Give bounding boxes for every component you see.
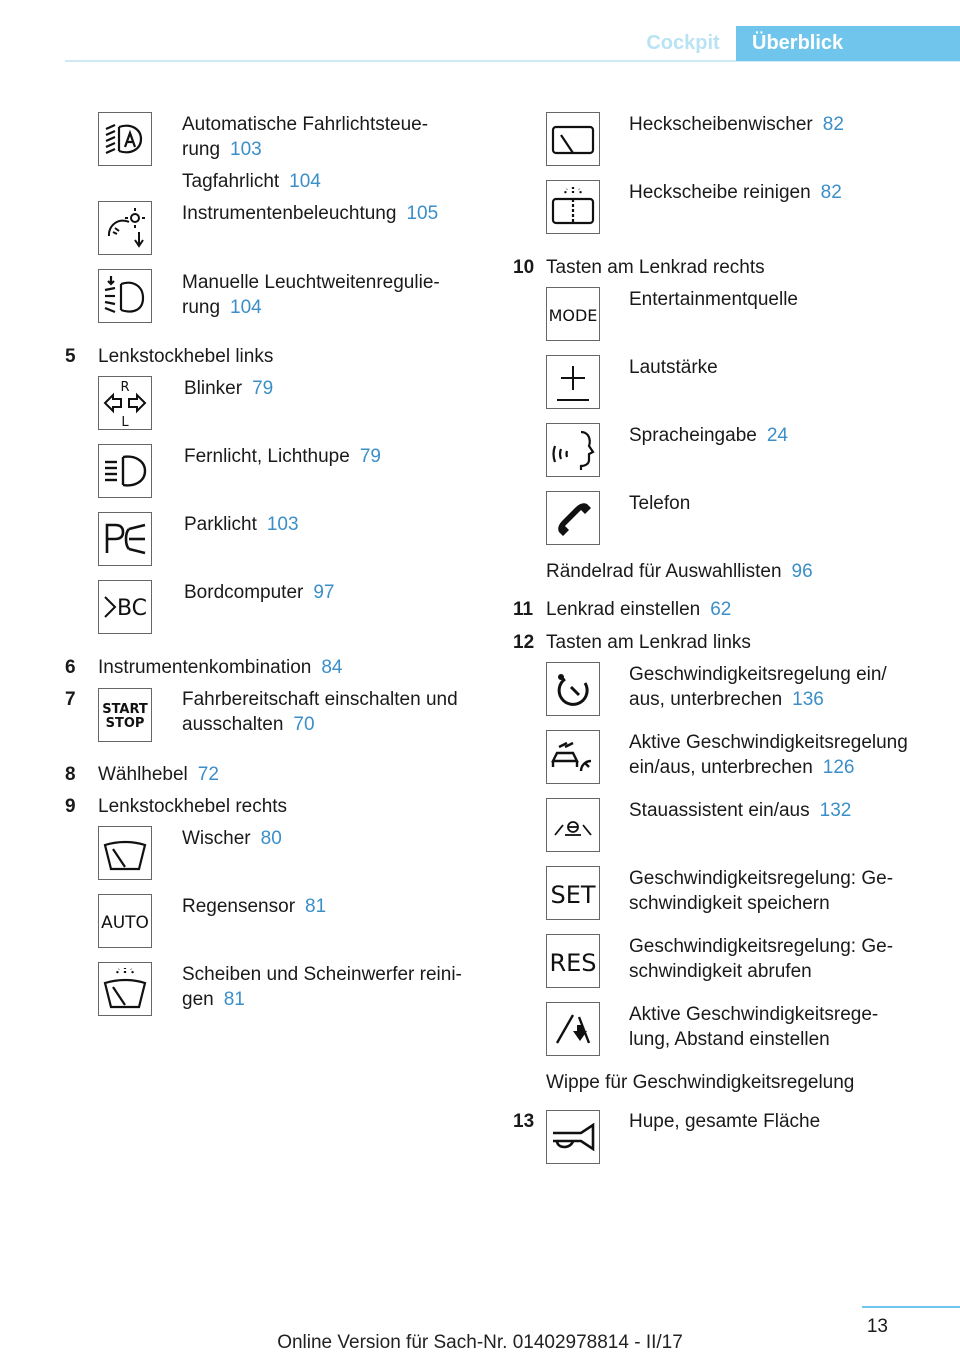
rear-washer-icon [546, 180, 600, 234]
entertainment-source-label: Entertainmentquelle [629, 289, 798, 310]
item-number: 7 [65, 689, 76, 710]
item-number: 13 [513, 1111, 535, 1132]
section-title: Wählhebel 72 [98, 764, 219, 785]
page-ref-link[interactable]: 62 [710, 599, 732, 620]
set-icon [546, 866, 600, 920]
item-number: 5 [65, 346, 76, 367]
start-stop-icon [98, 688, 152, 742]
section-title: Instrumentenkombination 84 [98, 657, 343, 678]
page-ref-link[interactable]: 24 [766, 425, 788, 446]
item-number: 8 [65, 764, 76, 785]
svg-text:START: START [102, 702, 148, 717]
page-ref-link[interactable]: 79 [252, 378, 274, 399]
active-cruise-icon [546, 730, 600, 784]
thumbwheel-label: Rändelrad für Auswahllisten 96 [546, 561, 813, 582]
traffic-jam-assistant-label: Stauassistent ein/aus 132 [629, 800, 852, 821]
wiper-icon [98, 826, 152, 880]
distance-icon [546, 1002, 600, 1056]
rain-sensor-icon [98, 894, 152, 948]
phone-label: Telefon [629, 493, 691, 514]
start-stop-label: Fahrbereitschaft einschalten und ausschalten 70 [182, 689, 458, 735]
item-number: 10 [513, 257, 535, 278]
headlight-range-label: Manuelle Leuchtweitenregulie- rung 104 [182, 272, 440, 318]
header-section[interactable]: Cockpit [646, 32, 720, 54]
page-ref-link[interactable]: 79 [359, 446, 381, 467]
section-title: Tasten am Lenkrad links [546, 632, 751, 653]
page-ref-link[interactable]: 80 [260, 828, 282, 849]
svg-text:STOP: STOP [105, 716, 145, 731]
volume-label: Lautstärke [629, 357, 718, 378]
turn-signal-icon [98, 376, 152, 430]
page-number: 13 [866, 1316, 888, 1337]
page-ref-link[interactable]: 104 [230, 297, 262, 318]
auto-headlight-icon [98, 112, 152, 166]
rain-sensor-label: Regensensor 81 [182, 896, 327, 917]
page-ref-link[interactable]: 136 [792, 689, 824, 710]
page-number-rule [862, 1306, 960, 1308]
item-number: 6 [65, 657, 76, 678]
board-computer-icon [98, 580, 152, 634]
svg-text:RES: RES [549, 949, 597, 977]
page-ref-link[interactable]: 103 [230, 139, 262, 160]
res-icon [546, 934, 600, 988]
footer: Online Version für Sach-Nr. 01402978814 - II/17 [277, 1332, 683, 1353]
voice-input-label: Spracheingabe 24 [629, 425, 788, 446]
page-ref-link[interactable]: 81 [305, 896, 327, 917]
high-beam-icon [98, 444, 152, 498]
headlight-range-icon [98, 269, 152, 323]
horn-icon [546, 1110, 600, 1164]
board-computer-label: Bordcomputer 97 [184, 582, 335, 603]
page-ref-link[interactable]: 104 [289, 171, 321, 192]
svg-text:L: L [121, 415, 129, 429]
page-ref-link[interactable]: 84 [321, 657, 343, 678]
auto-headlight-label: Automatische Fahrlichtsteue- rung 103 [182, 114, 429, 160]
daytime-light-label: Tagfahrlicht 104 [182, 171, 321, 192]
page-ref-link[interactable]: 82 [822, 114, 844, 135]
cruise-control-label: Geschwindigkeitsregelung ein/ aus, unterbrechen 136 [629, 664, 887, 710]
page-ref-link[interactable]: 97 [313, 582, 335, 603]
traffic-jam-assistant-icon [546, 798, 600, 852]
section-title: Lenkstockhebel links [98, 346, 274, 367]
cruise-control-icon [546, 662, 600, 716]
parking-light-icon [98, 512, 152, 566]
instrument-lighting-label: Instrumentenbeleuchtung 105 [182, 203, 439, 224]
page-ref-link[interactable]: 81 [223, 989, 245, 1010]
page-ref-link[interactable]: 132 [819, 800, 852, 821]
voice-icon [546, 423, 600, 477]
active-cruise-label: Aktive Geschwindigkeitsregelung ein/aus, unterbrechen 126 [629, 732, 908, 778]
rear-washer-label: Heckscheibe reinigen 82 [629, 182, 842, 203]
section-title: Lenkstockhebel rechts [98, 796, 288, 817]
svg-text:MODE: MODE [548, 306, 598, 325]
page-ref-link[interactable]: 103 [266, 514, 299, 535]
turn-signal-label: Blinker 79 [184, 378, 274, 399]
section-title: Lenkrad einstellen 62 [546, 599, 732, 620]
horn-label: Hupe, gesamte Fläche [629, 1111, 821, 1132]
resume-speed-label: Geschwindigkeitsregelung: Ge- schwindigkeit abrufen [629, 936, 894, 982]
volume-icon [546, 355, 600, 409]
svg-text:SET: SET [550, 881, 596, 909]
parking-light-label: Parklicht 103 [184, 514, 299, 535]
svg-text:AUTO: AUTO [101, 913, 149, 933]
washer-label: Scheiben und Scheinwerfer reini- gen 81 [182, 964, 462, 1010]
rocker-label: Wippe für Geschwindigkeitsregelung [546, 1072, 855, 1093]
item-number: 12 [513, 632, 535, 653]
page-ref-link[interactable]: 82 [820, 182, 842, 203]
page-ref-link[interactable]: 96 [791, 561, 813, 582]
page-ref-link[interactable]: 72 [197, 764, 219, 785]
header-tab-overview[interactable]: Überblick [736, 26, 960, 61]
item-number: 9 [65, 796, 76, 817]
wiper-label: Wischer 80 [182, 828, 282, 849]
svg-text:R: R [120, 380, 130, 395]
page-ref-link[interactable]: 70 [293, 714, 315, 735]
page-ref-link[interactable]: 126 [822, 757, 855, 778]
page-ref-link[interactable]: 105 [406, 203, 439, 224]
distance-setting-label: Aktive Geschwindigkeitsrege- lung, Abstand einstellen [629, 1004, 879, 1050]
phone-icon [546, 491, 600, 545]
section-title: Tasten am Lenkrad rechts [546, 257, 765, 278]
svg-text:BC: BC [116, 596, 148, 621]
item-number: 11 [513, 599, 534, 620]
rear-wiper-icon [546, 112, 600, 166]
rear-wiper-label: Heckscheibenwischer 82 [629, 114, 844, 135]
instrument-lighting-icon [98, 201, 152, 255]
set-speed-label: Geschwindigkeitsregelung: Ge- schwindigkeit speichern [629, 868, 894, 914]
high-beam-label: Fernlicht, Lichthupe 79 [184, 446, 381, 467]
mode-icon [546, 287, 600, 341]
washer-icon [98, 962, 152, 1016]
